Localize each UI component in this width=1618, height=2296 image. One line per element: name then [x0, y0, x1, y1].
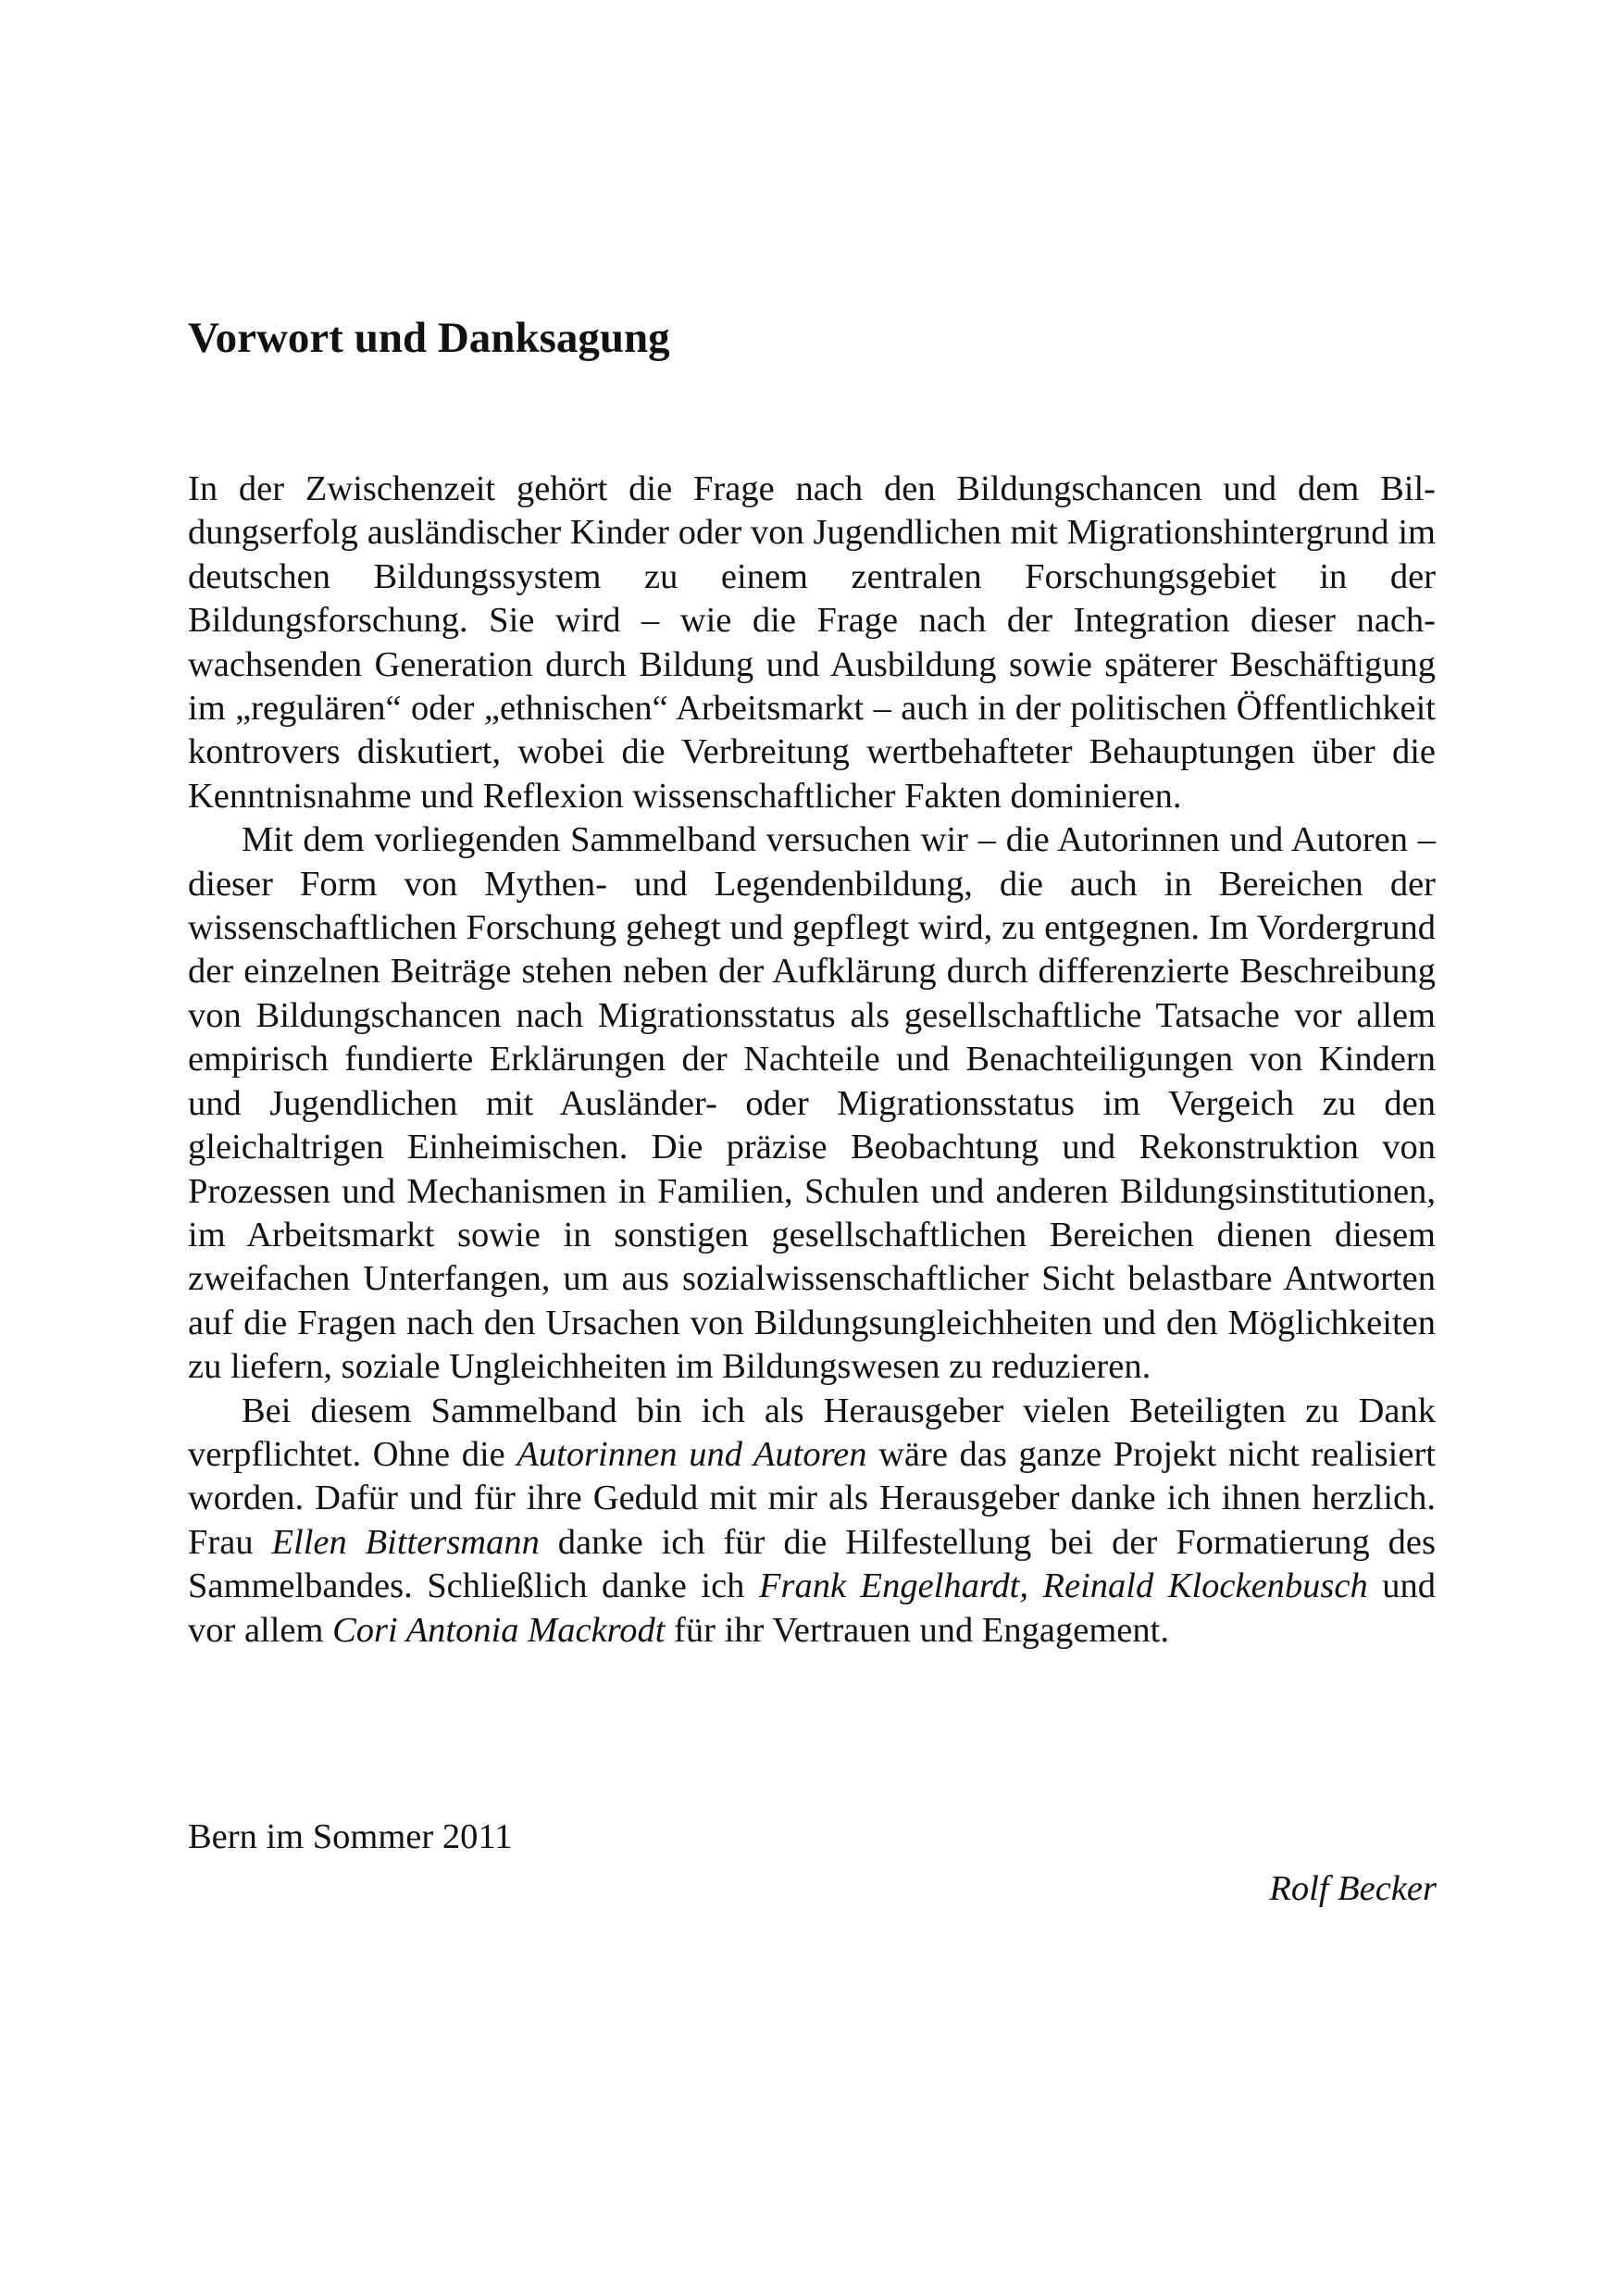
- page-title: Vorwort und Danksagung: [188, 314, 670, 362]
- paragraph-2: Mit dem vorliegenden Sammelband versuchen wir – die Autorinnen und Autoren – dieser Form von Mythen- und Legendenbildung, die auch in Bereichen der wissenschaftlichen Forschung gehegt und gepflegt wird, zu entgegnen. Im Vordergrund der einzelnen Beiträge stehen neben der Aufklärung durch differenzierte Beschreibung von Bildungschancen nach Migrationsstatus als gesellschaftliche Tatsache vor allem empirisch fundierte Erklärungen der Nachteile und Benachteiligungen von Kindern und Jugendlichen mit Ausländer- oder Migrationsstatus im Vergeich zu den gleichaltrigen Einheimischen. Die präzise Beobachtung und Rekonstruktion von Prozessen und Mechanismen in Familien, Schulen und anderen Bildungsinstitutionen, im Arbeitsmarkt sowie in sonstigen gesellschaftlichen Bereichen dienen diesem zweifachen Unterfangen, um aus sozialwissenschaftlicher Sicht belastbare Antworten auf die Fragen nach den Ursachen von Bildungsungleichheiten und den Möglichkeiten zu liefern, soziale Ungleichheiten im Bildungswesen zu reduzieren.: [188, 820, 1436, 1387]
- paragraph-3-text-3: danke ich für die Hilfestellung bei der Formatierung des Sammelbandes. Schließlich danke ich: [188, 1522, 1436, 1606]
- paragraph-1: In der Zwischenzeit gehört die Frage nach den Bildungschancen und dem Bildungserfolg ausländischer Kinder oder von Jugendlichen mit Migrationshintergrund im deutschen Bildungssystem zu einem zentralen Forschungsgebiet in der Bildungsforschung. Sie wird – wie die Frage nach der Integration dieser nachwachsenden Generation durch Bildung und Ausbildung sowie späterer Beschäftigung im „regulären“ oder „ethnischen“ Arbeitsmarkt – auch in der politischen Öffentlichkeit kontrovers diskutiert, wobei die Verbreitung wertbehafteter Behauptungen über die Kenntnisnahme und Reflexion wissenschaftlicher Fakten dominieren.: [188, 469, 1436, 816]
- paragraph-3-text-4: und vor allem: [188, 1566, 1436, 1650]
- emphasis-name-bittersmann: Ellen Bittersmann: [271, 1522, 540, 1562]
- emphasis-authors: Autorinnen und Autoren: [517, 1434, 867, 1474]
- author-signature: Rolf Becker: [1269, 1869, 1437, 1908]
- body-text: [188, 468, 1436, 1653]
- emphasis-names-engelhardt-klockenbusch: Frank Engelhardt, Reinald Klockenbusch: [758, 1566, 1368, 1606]
- paragraph-3-text-2: wäre das ganze Projekt nicht realisiert worden. Dafür und für ihre Geduld mit mir als Herausgeber danke ich ihnen herzlich. Frau: [188, 1434, 1436, 1562]
- emphasis-name-mackrodt: Cori Antonia Mackrodt: [332, 1610, 666, 1650]
- paragraph-3-text-5: für ihr Vertrauen und Engagement.: [665, 1610, 1169, 1650]
- paragraph-3: [188, 1390, 1436, 1653]
- place-and-date: Bern im Sommer 2011: [188, 1817, 513, 1856]
- paragraph-3-text-1: Bei diesem Sammelband bin ich als Herausgeber vielen Beteiligten zu Dank verpflichtet. Ohne die: [188, 1391, 1436, 1474]
